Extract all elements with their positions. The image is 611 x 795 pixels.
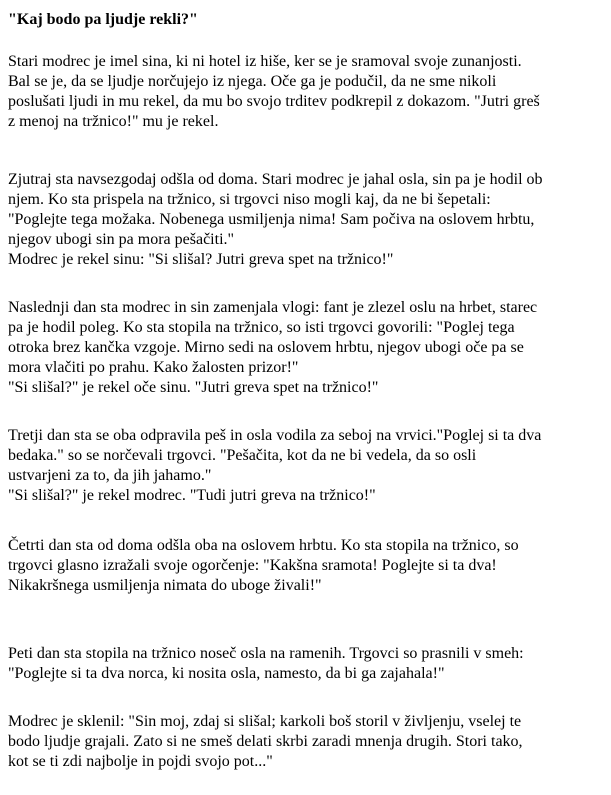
paragraph-2-line-1: Zjutraj sta navsezgodaj odšla od doma. Stari modrec je jahal osla, sin pa je hodil ob: [8, 171, 543, 188]
paragraph-3-line-2: pa je hodil poleg. Ko sta stopila na tržnico, so isti trgovci govorili: "Poglej tega: [8, 319, 515, 336]
story-title: "Kaj bodo pa ljudje rekli?": [8, 11, 198, 28]
paragraph-2-line-4: njegov ubogi sin pa mora pešačiti.": [8, 231, 235, 248]
paragraph-5-line-3: Nikakršnega usmiljenja nimata do uboge živali!": [8, 577, 322, 594]
paragraph-6-line-2: "Poglejte si ta dva norca, ki nosita osla, namesto, da bi ga zajahala!": [8, 665, 445, 682]
paragraph-3-line-3: otroka brez kančka vzgoje. Mirno sedi na oslovem hrbtu, njegov ubogi oče pa se: [8, 339, 524, 356]
paragraph-7-line-2: bodo ljudje grajali. Zato si ne smeš delati skrbi zaradi mnenja drugih. Stori tako,: [8, 733, 523, 750]
paragraph-1-line-2: Bal se je, da se ljudje norčujejo iz njega. Oče ga je podučil, da ne sme nikoli: [8, 73, 497, 90]
paragraph-5-line-2: trgovci glasno izražali svoje ogorčenje: "Kakšna sramota! Poglejte si ta dva!: [8, 557, 497, 574]
paragraph-1-line-4: z menoj na tržnico!" mu je rekel.: [8, 113, 219, 130]
paragraph-4-line-2: bedaka." so se norčevali trgovci. "Pešačita, kot da ne bi vedela, da so osli: [8, 447, 477, 464]
paragraph-5-line-1: Četrti dan sta od doma odšla oba na oslovem hrbtu. Ko sta stopila na tržnico, so: [8, 537, 519, 554]
paragraph-7-line-1: Modrec je sklenil: "Sin moj, zdaj si slišal; karkoli boš storil v življenju, vselej te: [8, 713, 522, 730]
paragraph-1-line-1: Stari modrec je imel sina, ki ni hotel iz hiše, ker se je sramoval svoje zunanjosti.: [8, 53, 522, 70]
paragraph-4-line-3: ustvarjeni za to, da jih jahamo.": [8, 467, 212, 484]
paragraph-6-line-1: Peti dan sta stopila na tržnico noseč osla na ramenih. Trgovci so prasnili v smeh:: [8, 645, 524, 662]
paragraph-3-line-5: "Si slišal?" je rekel oče sinu. "Jutri greva spet na tržnico!": [8, 379, 379, 396]
paragraph-3-line-4: mora vlačiti po prahu. Kako žalosten prizor!": [8, 359, 299, 376]
paragraph-7-line-3: kot se ti zdi najbolje in pojdi svojo pot...": [8, 753, 273, 770]
paragraph-1-line-3: poslušati ljudi in mu rekel, da mu bo svojo trditev podkrepil z dokazom. "Jutri greš: [8, 93, 540, 110]
paragraph-4-line-1: Tretji dan sta se oba odpravila peš in osla vodila za seboj na vrvici."Poglej si ta dva: [8, 427, 542, 444]
paragraph-4-line-4: "Si slišal?" je rekel modrec. "Tudi jutri greva na tržnico!": [8, 487, 376, 504]
paragraph-2-line-3: "Poglejte tega možaka. Nobenega usmiljenja nima! Sam počiva na oslovem hrbtu,: [8, 211, 535, 228]
paragraph-2-line-5: Modrec je rekel sinu: "Si slišal? Jutri greva spet na tržnico!": [8, 251, 394, 268]
paragraph-3-line-1: Naslednji dan sta modrec in sin zamenjala vlogi: fant je zlezel oslu na hrbet, starec: [8, 299, 538, 316]
paragraph-2-line-2: njem. Ko sta prispela na tržnico, si trgovci niso mogli kaj, da ne bi šepetali:: [8, 191, 491, 208]
